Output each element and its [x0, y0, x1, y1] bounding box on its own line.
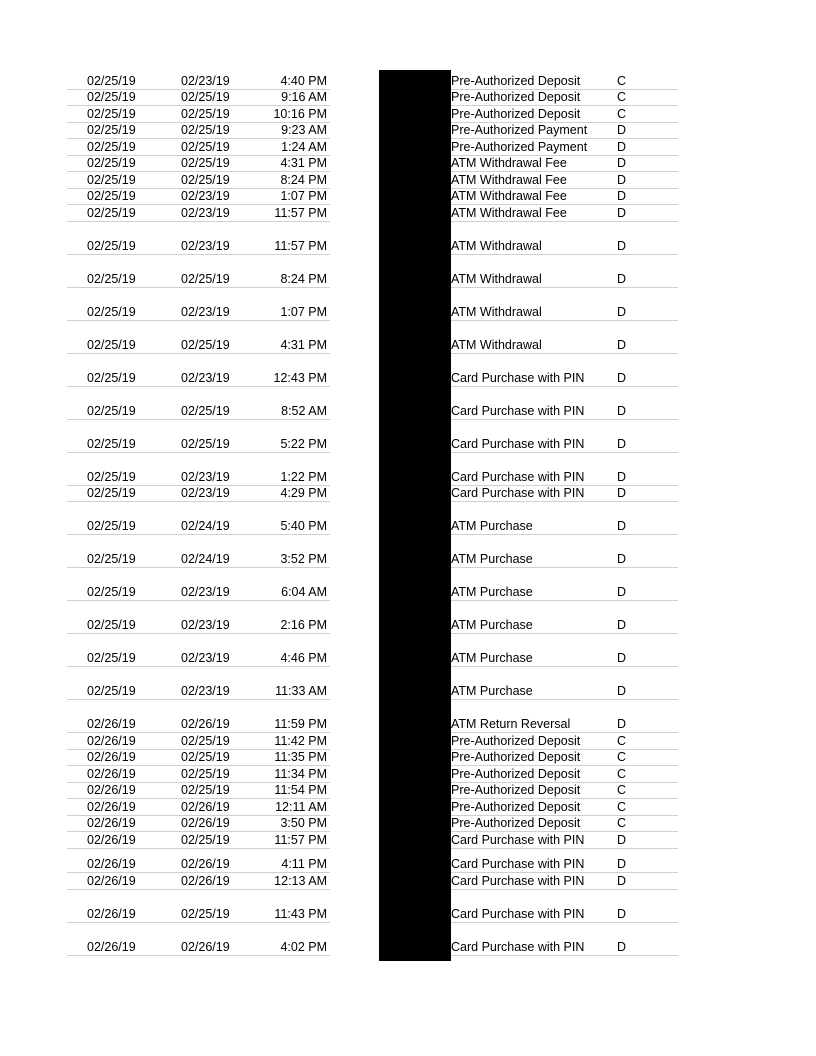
type-cell: D [617, 304, 627, 319]
transaction-date-cell: 02/25/19 [181, 156, 230, 170]
description-cell: Card Purchase with PIN [451, 857, 585, 871]
post-date-cell: 02/25/19 [87, 370, 136, 385]
time-cell: 11:57 PM [274, 205, 327, 220]
table-row [67, 750, 679, 767]
type-cell: C [617, 90, 627, 104]
transaction-date-cell: 02/26/19 [181, 799, 230, 814]
description-cell: ATM Purchase [451, 684, 533, 698]
time-cell: 11:35 PM [274, 750, 327, 764]
type-cell: D [617, 370, 627, 385]
type-cell: D [617, 873, 627, 888]
post-date-cell: 02/25/19 [87, 684, 136, 698]
description-cell: Card Purchase with PIN [451, 436, 585, 451]
table-row [67, 123, 679, 140]
transaction-date-cell: 02/25/19 [181, 90, 230, 104]
type-cell: D [617, 717, 627, 731]
time-cell: 5:22 PM [280, 436, 327, 451]
transaction-date-cell: 02/26/19 [181, 816, 230, 830]
post-date-cell: 02/25/19 [87, 90, 136, 104]
time-cell: 11:34 PM [274, 766, 327, 781]
post-date-cell: 02/25/19 [87, 469, 136, 484]
description-cell: Card Purchase with PIN [451, 906, 585, 921]
table-row [67, 535, 679, 568]
transaction-date-cell: 02/23/19 [181, 189, 230, 203]
type-cell: D [617, 486, 627, 500]
transaction-date-cell: 02/23/19 [181, 205, 230, 220]
type-cell: D [617, 337, 627, 352]
type-cell: C [617, 73, 627, 88]
time-cell: 4:40 PM [280, 73, 327, 88]
transaction-date-cell: 02/24/19 [181, 519, 230, 533]
transaction-table [67, 73, 679, 956]
table-row [67, 453, 679, 486]
transaction-date-cell: 02/23/19 [181, 238, 230, 253]
transaction-date-cell: 02/23/19 [181, 304, 230, 319]
transaction-date-cell: 02/25/19 [181, 123, 230, 137]
description-cell: Pre-Authorized Payment [451, 123, 588, 137]
post-date-cell: 02/25/19 [87, 189, 136, 203]
post-date-cell: 02/25/19 [87, 139, 136, 154]
description-cell: Pre-Authorized Deposit [451, 766, 581, 781]
post-date-cell: 02/25/19 [87, 123, 136, 137]
type-cell: C [617, 799, 627, 814]
row-divider [450, 955, 678, 956]
post-date-cell: 02/26/19 [87, 717, 136, 731]
transaction-date-cell: 02/26/19 [181, 857, 230, 871]
table-row [67, 733, 679, 750]
table-row [67, 106, 679, 123]
type-cell: C [617, 783, 627, 797]
time-cell: 2:16 PM [280, 618, 327, 632]
transaction-date-cell: 02/25/19 [181, 337, 230, 352]
description-cell: ATM Withdrawal Fee [451, 156, 567, 170]
time-cell: 4:02 PM [280, 939, 327, 954]
table-row [67, 354, 679, 387]
time-cell: 3:52 PM [280, 552, 327, 566]
table-row [67, 486, 679, 503]
description-cell: ATM Withdrawal Fee [451, 205, 567, 220]
time-cell: 4:11 PM [281, 857, 327, 871]
transaction-date-cell: 02/25/19 [181, 403, 230, 418]
type-cell: D [617, 684, 627, 698]
transaction-date-cell: 02/25/19 [181, 750, 230, 764]
time-cell: 4:46 PM [280, 651, 327, 665]
type-cell: D [617, 618, 627, 632]
type-cell: D [617, 585, 627, 599]
description-cell: Pre-Authorized Deposit [451, 750, 581, 764]
description-cell: Card Purchase with PIN [451, 939, 585, 954]
post-date-cell: 02/26/19 [87, 750, 136, 764]
table-row [67, 502, 679, 535]
type-cell: C [617, 750, 627, 764]
post-date-cell: 02/26/19 [87, 857, 136, 871]
type-cell: D [617, 651, 627, 665]
type-cell: D [617, 857, 627, 871]
time-cell: 1:24 AM [281, 139, 327, 154]
time-cell: 8:24 PM [280, 271, 327, 286]
table-row [67, 873, 679, 890]
type-cell: D [617, 156, 627, 170]
type-cell: D [617, 205, 627, 220]
time-cell: 11:54 PM [274, 783, 327, 797]
table-row [67, 156, 679, 173]
type-cell: C [617, 733, 627, 748]
table-row [67, 832, 679, 849]
description-cell: Pre-Authorized Deposit [451, 783, 581, 797]
transaction-date-cell: 02/26/19 [181, 717, 230, 731]
table-row [67, 321, 679, 354]
post-date-cell: 02/25/19 [87, 172, 136, 187]
type-cell: C [617, 816, 627, 830]
description-cell: ATM Return Reversal [451, 717, 571, 731]
table-row [67, 799, 679, 816]
type-cell: D [617, 238, 627, 253]
description-cell: ATM Purchase [451, 618, 533, 632]
time-cell: 12:11 AM [275, 799, 327, 814]
post-date-cell: 02/25/19 [87, 519, 136, 533]
description-cell: Pre-Authorized Payment [451, 139, 588, 154]
description-cell: ATM Withdrawal [451, 337, 542, 352]
description-cell: ATM Purchase [451, 519, 533, 533]
transaction-date-cell: 02/25/19 [181, 766, 230, 781]
post-date-cell: 02/26/19 [87, 783, 136, 797]
type-cell: D [617, 123, 627, 137]
post-date-cell: 02/25/19 [87, 436, 136, 451]
description-cell: Card Purchase with PIN [451, 832, 585, 847]
transaction-date-cell: 02/23/19 [181, 73, 230, 88]
description-cell: Card Purchase with PIN [451, 469, 585, 484]
time-cell: 11:42 PM [274, 733, 327, 748]
post-date-cell: 02/26/19 [87, 939, 136, 954]
description-cell: ATM Withdrawal [451, 271, 542, 286]
transaction-date-cell: 02/23/19 [181, 651, 230, 665]
type-cell: D [617, 403, 627, 418]
type-cell: D [617, 436, 627, 451]
transaction-date-cell: 02/25/19 [181, 139, 230, 154]
table-row [67, 634, 679, 667]
post-date-cell: 02/25/19 [87, 337, 136, 352]
description-cell: ATM Withdrawal [451, 238, 542, 253]
type-cell: D [617, 172, 627, 187]
time-cell: 4:31 PM [280, 337, 327, 352]
transaction-date-cell: 02/25/19 [181, 436, 230, 451]
table-row [67, 189, 679, 206]
table-row [67, 255, 679, 288]
table-row [67, 923, 679, 956]
post-date-cell: 02/25/19 [87, 238, 136, 253]
transaction-date-cell: 02/23/19 [181, 684, 230, 698]
table-row [67, 139, 679, 156]
time-cell: 11:57 PM [274, 238, 327, 253]
description-cell: Pre-Authorized Deposit [451, 799, 581, 814]
transaction-date-cell: 02/26/19 [181, 873, 230, 888]
transaction-date-cell: 02/23/19 [181, 585, 230, 599]
time-cell: 11:33 AM [275, 684, 327, 698]
post-date-cell: 02/26/19 [87, 873, 136, 888]
table-row [67, 387, 679, 420]
transaction-date-cell: 02/25/19 [181, 906, 230, 921]
post-date-cell: 02/26/19 [87, 906, 136, 921]
type-cell: D [617, 832, 627, 847]
description-cell: Pre-Authorized Deposit [451, 90, 581, 104]
table-row [67, 90, 679, 107]
table-row [67, 205, 679, 222]
transaction-date-cell: 02/23/19 [181, 469, 230, 484]
description-cell: Card Purchase with PIN [451, 403, 585, 418]
time-cell: 8:24 PM [280, 172, 327, 187]
type-cell: D [617, 906, 627, 921]
type-cell: D [617, 519, 627, 533]
time-cell: 11:59 PM [274, 717, 327, 731]
post-date-cell: 02/25/19 [87, 156, 136, 170]
table-row [67, 700, 679, 733]
transaction-date-cell: 02/23/19 [181, 618, 230, 632]
type-cell: D [617, 139, 627, 154]
table-row [67, 222, 679, 255]
description-cell: ATM Purchase [451, 552, 533, 566]
type-cell: C [617, 766, 627, 781]
post-date-cell: 02/25/19 [87, 552, 136, 566]
time-cell: 4:31 PM [280, 156, 327, 170]
post-date-cell: 02/25/19 [87, 73, 136, 88]
redaction-bar [379, 70, 451, 961]
table-row [67, 667, 679, 700]
transaction-date-cell: 02/24/19 [181, 552, 230, 566]
description-cell: ATM Withdrawal Fee [451, 172, 567, 187]
time-cell: 12:43 PM [273, 370, 327, 385]
description-cell: Pre-Authorized Deposit [451, 73, 581, 88]
transaction-date-cell: 02/23/19 [181, 486, 230, 500]
post-date-cell: 02/25/19 [87, 403, 136, 418]
time-cell: 9:23 AM [281, 123, 327, 137]
description-cell: Card Purchase with PIN [451, 370, 585, 385]
table-row [67, 172, 679, 189]
time-cell: 10:16 PM [273, 106, 327, 121]
post-date-cell: 02/26/19 [87, 832, 136, 847]
table-row [67, 766, 679, 783]
time-cell: 9:16 AM [281, 90, 327, 104]
time-cell: 11:57 PM [274, 832, 327, 847]
transaction-date-cell: 02/25/19 [181, 172, 230, 187]
row-divider [67, 955, 330, 956]
post-date-cell: 02/26/19 [87, 733, 136, 748]
time-cell: 1:22 PM [280, 469, 327, 484]
transaction-date-cell: 02/23/19 [181, 370, 230, 385]
post-date-cell: 02/25/19 [87, 205, 136, 220]
post-date-cell: 02/25/19 [87, 304, 136, 319]
time-cell: 1:07 PM [280, 304, 327, 319]
post-date-cell: 02/25/19 [87, 651, 136, 665]
time-cell: 1:07 PM [280, 189, 327, 203]
type-cell: D [617, 189, 627, 203]
type-cell: D [617, 469, 627, 484]
type-cell: D [617, 939, 627, 954]
table-row [67, 601, 679, 634]
transaction-date-cell: 02/25/19 [181, 832, 230, 847]
post-date-cell: 02/25/19 [87, 486, 136, 500]
table-row [67, 783, 679, 800]
time-cell: 6:04 AM [281, 585, 327, 599]
post-date-cell: 02/26/19 [87, 799, 136, 814]
time-cell: 5:40 PM [280, 519, 327, 533]
post-date-cell: 02/25/19 [87, 271, 136, 286]
post-date-cell: 02/26/19 [87, 766, 136, 781]
description-cell: Pre-Authorized Deposit [451, 733, 581, 748]
table-row [67, 849, 679, 874]
post-date-cell: 02/26/19 [87, 816, 136, 830]
description-cell: ATM Withdrawal Fee [451, 189, 567, 203]
type-cell: D [617, 271, 627, 286]
time-cell: 12:13 AM [274, 873, 327, 888]
description-cell: ATM Purchase [451, 651, 533, 665]
time-cell: 11:43 PM [274, 906, 327, 921]
table-row [67, 568, 679, 601]
transaction-date-cell: 02/25/19 [181, 733, 230, 748]
transaction-date-cell: 02/25/19 [181, 271, 230, 286]
transaction-date-cell: 02/26/19 [181, 939, 230, 954]
table-row [67, 73, 679, 90]
table-row [67, 288, 679, 321]
post-date-cell: 02/25/19 [87, 106, 136, 121]
time-cell: 4:29 PM [280, 486, 327, 500]
description-cell: ATM Withdrawal [451, 304, 542, 319]
transaction-date-cell: 02/25/19 [181, 783, 230, 797]
type-cell: D [617, 552, 627, 566]
table-row [67, 816, 679, 833]
time-cell: 3:50 PM [280, 816, 327, 830]
description-cell: ATM Purchase [451, 585, 533, 599]
description-cell: Pre-Authorized Deposit [451, 816, 581, 830]
description-cell: Pre-Authorized Deposit [451, 106, 581, 121]
time-cell: 8:52 AM [281, 403, 327, 418]
transaction-date-cell: 02/25/19 [181, 106, 230, 121]
table-row [67, 420, 679, 453]
post-date-cell: 02/25/19 [87, 618, 136, 632]
post-date-cell: 02/25/19 [87, 585, 136, 599]
description-cell: Card Purchase with PIN [451, 486, 585, 500]
description-cell: Card Purchase with PIN [451, 873, 585, 888]
table-row [67, 890, 679, 923]
type-cell: C [617, 106, 627, 121]
